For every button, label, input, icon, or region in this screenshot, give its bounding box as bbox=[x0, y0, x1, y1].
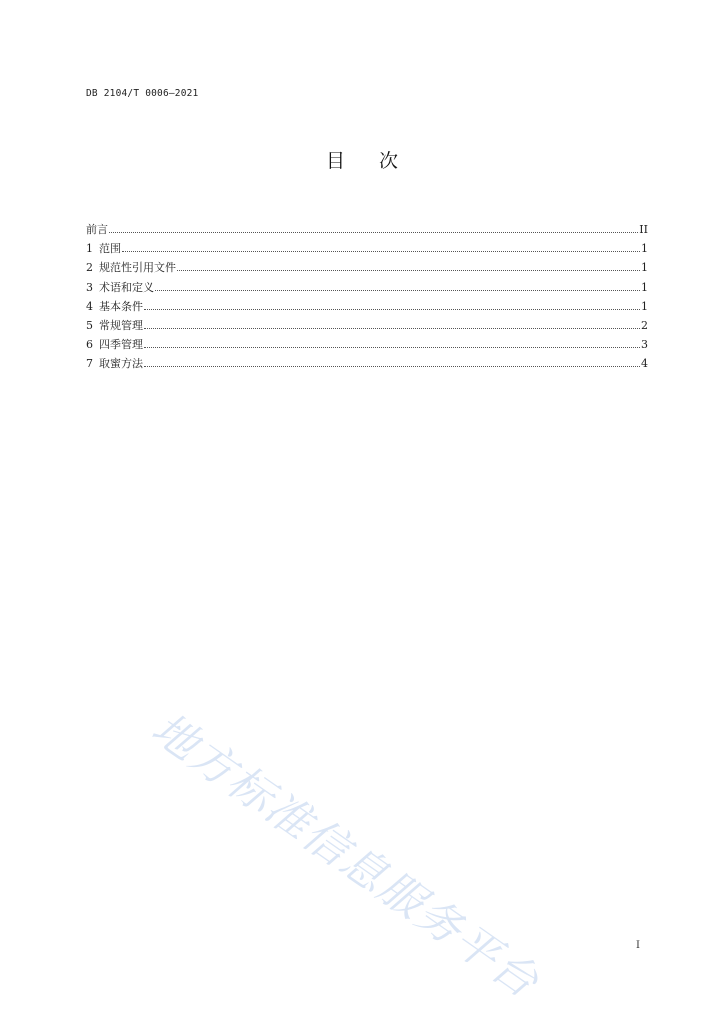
toc-entry-number: 2 bbox=[86, 261, 93, 275]
watermark: 地方标准信息服务平台 bbox=[142, 703, 549, 1009]
toc-entry-basic-conditions[interactable] bbox=[86, 298, 648, 317]
toc-entry-seasonal-management[interactable] bbox=[86, 336, 648, 355]
toc-leader-dots bbox=[109, 231, 638, 233]
toc-entry-terms-definitions[interactable] bbox=[86, 279, 648, 298]
toc-title bbox=[0, 146, 724, 173]
table-of-contents bbox=[86, 221, 648, 375]
document-code: DB 2104/T 0006—2021 bbox=[86, 88, 199, 99]
toc-entry-page: 4 bbox=[641, 357, 648, 371]
toc-entry-label: 范围 bbox=[99, 242, 121, 256]
toc-entry-page: 1 bbox=[641, 299, 648, 313]
toc-entry-honey-extraction[interactable] bbox=[86, 355, 648, 374]
toc-entry-preface[interactable] bbox=[86, 221, 648, 240]
toc-entry-page: 2 bbox=[641, 318, 648, 332]
toc-entry-number: 4 bbox=[86, 299, 93, 313]
toc-title-part1: 目 bbox=[325, 150, 345, 172]
toc-leader-dots bbox=[144, 327, 640, 329]
toc-entry-number: 1 bbox=[86, 242, 93, 256]
toc-entry-label: 常规管理 bbox=[99, 318, 143, 332]
toc-entry-label: 术语和定义 bbox=[99, 280, 154, 294]
toc-entry-label: 取蜜方法 bbox=[99, 357, 143, 371]
toc-entry-label: 前言 bbox=[86, 223, 108, 236]
toc-entry-number: 5 bbox=[86, 318, 93, 332]
toc-entry-label: 四季管理 bbox=[99, 338, 143, 352]
toc-title-part2: 次 bbox=[379, 150, 399, 172]
toc-entry-page: 3 bbox=[641, 338, 648, 352]
toc-entry-routine-management[interactable] bbox=[86, 317, 648, 336]
toc-leader-dots bbox=[177, 269, 640, 271]
toc-entry-label: 规范性引用文件 bbox=[99, 261, 176, 275]
toc-leader-dots bbox=[122, 250, 640, 252]
toc-entry-page: 1 bbox=[641, 261, 648, 275]
toc-entry-page: II bbox=[639, 223, 648, 236]
toc-entry-scope[interactable] bbox=[86, 240, 648, 259]
toc-leader-dots bbox=[144, 346, 640, 348]
toc-entry-page: 1 bbox=[641, 242, 648, 256]
page-number: I bbox=[636, 940, 640, 951]
toc-entry-label: 基本条件 bbox=[99, 299, 143, 313]
toc-leader-dots bbox=[144, 365, 640, 367]
toc-leader-dots bbox=[144, 308, 640, 310]
toc-entry-number: 3 bbox=[86, 280, 93, 294]
toc-leader-dots bbox=[155, 289, 640, 291]
toc-entry-number: 6 bbox=[86, 338, 93, 352]
toc-entry-number: 7 bbox=[86, 357, 93, 371]
toc-entry-normative-references[interactable] bbox=[86, 259, 648, 278]
toc-entry-page: 1 bbox=[641, 280, 648, 294]
